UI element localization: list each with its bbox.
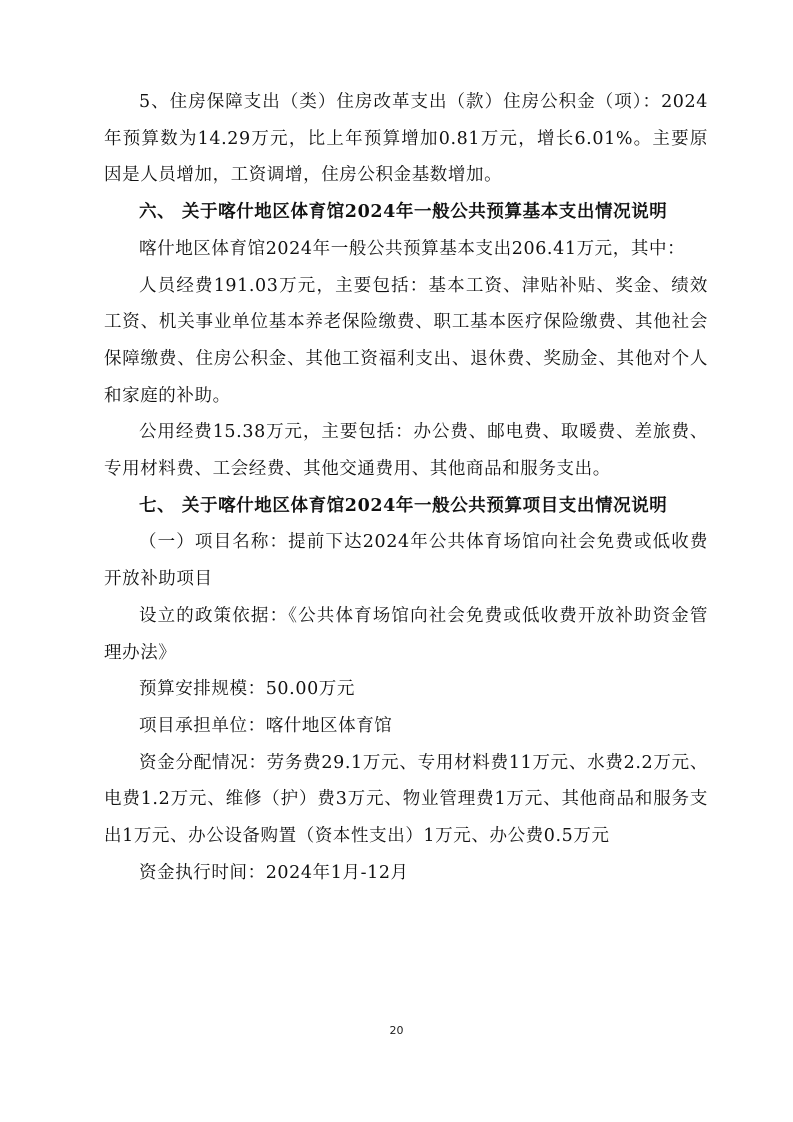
paragraph-project-name: （一）项目名称：提前下达2024年公共体育场馆向社会免费或低收费开放补助项目	[104, 532, 708, 590]
section-heading-project-expenditure: 七、 关于喀什地区体育馆2024年一般公共预算项目支出情况说明	[139, 495, 668, 516]
paragraph-execution-time: 资金执行时间：2024年1月-12月	[139, 862, 409, 883]
paragraph-public-funds: 公用经费15.38万元，主要包括：办公费、邮电费、取暖费、差旅费、专用材料费、工会经费、其他交通费用、其他商品和服务支出。	[104, 422, 708, 480]
paragraph-budget-scale: 预算安排规模：50.00万元	[139, 679, 355, 700]
paragraph-basic-expenditure-total: 喀什地区体育馆2024年一般公共预算基本支出206.41万元，其中：	[139, 238, 686, 259]
paragraph-housing-fund: 5、住房保障支出（类）住房改革支出（款）住房公积金（项）：2024年预算数为14.29万元，比上年预算增加0.81万元，增长6.01%。主要原因是人员增加，工资调增，住房公积金基数增加。	[104, 92, 708, 186]
document-body	[104, 84, 708, 891]
paragraph-responsible-unit: 项目承担单位：喀什地区体育馆	[139, 715, 393, 736]
page-number: 20	[389, 1024, 404, 1037]
paragraph-personnel-funds: 人员经费191.03万元，主要包括：基本工资、津贴补贴、奖金、绩效工资、机关事业单位基本养老保险缴费、职工基本医疗保险缴费、其他社会保障缴费、住房公积金、其他工资福利支出、退休费、奖励金、其他对个人和家庭的补助。	[104, 275, 708, 406]
paragraph-fund-allocation: 资金分配情况：劳务费29.1万元、专用材料费11万元、水费2.2万元、电费1.2万元、维修（护）费3万元、物业管理费1万元、其他商品和服务支出1万元、办公设备购置（资本性支出）1万元、办公费0.5万元	[104, 752, 708, 847]
paragraph-policy-basis: 设立的政策依据：《公共体育场馆向社会免费或低收费开放补助资金管理办法》	[104, 605, 708, 663]
section-heading-basic-expenditure: 六、 关于喀什地区体育馆2024年一般公共预算基本支出情况说明	[139, 202, 668, 223]
